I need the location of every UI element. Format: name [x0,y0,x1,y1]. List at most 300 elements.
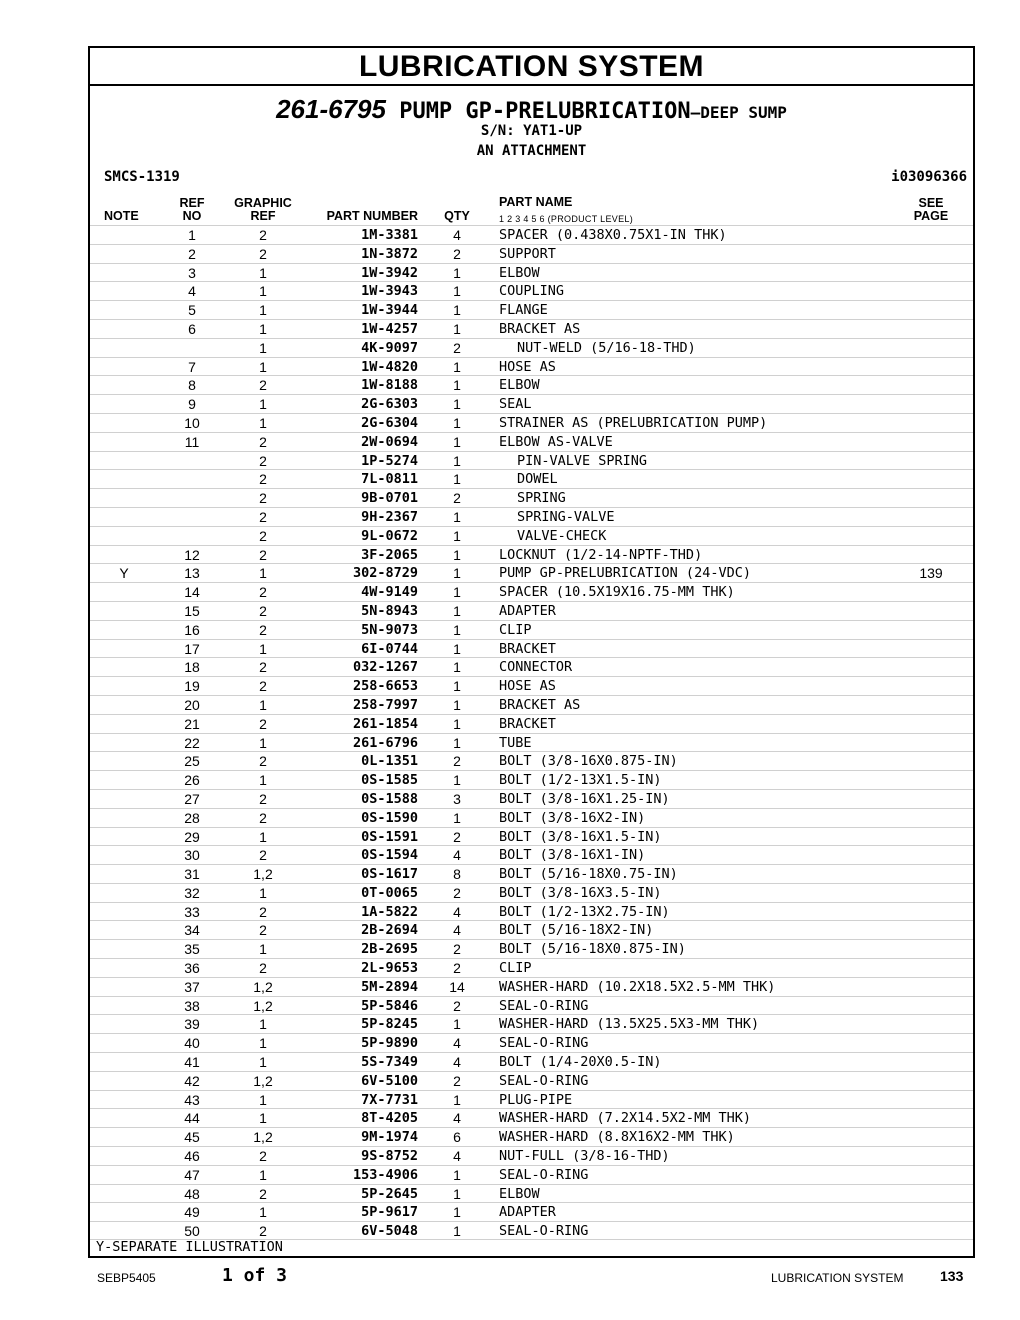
graphic-ref-cell: 2 [259,433,267,450]
part-name-cell: BOLT (5/16-18X0.875-IN) [499,941,686,958]
graphic-ref-cell: 1,2 [253,1072,273,1089]
part-name-cell: ELBOW [499,264,540,281]
ref-no-cell: 6 [188,320,196,337]
ref-no-cell: 49 [184,1204,200,1221]
qty-cell: 1 [453,320,461,337]
graphic-ref-cell: 1 [259,565,267,582]
table-row [90,714,973,733]
part-name-cell: HOSE AS [499,358,556,375]
table-row [90,770,973,789]
table-row [90,1165,973,1184]
part-number-cell: 6I-0744 [361,640,418,657]
part-number-cell: 9M-1974 [361,1129,418,1146]
qty-cell: 1 [453,302,461,319]
table-row [90,883,973,902]
ref-no-cell: 47 [184,1166,200,1183]
ref-no-cell: 13 [184,565,200,582]
table-row [90,1033,973,1052]
part-number-cell: 1N-3872 [361,245,418,262]
graphic-ref-cell: 1 [259,414,267,431]
ref-no-cell: 1 [188,227,196,243]
graphic-ref-cell: 1 [259,339,267,356]
ref-no-cell: 38 [184,997,200,1014]
note-cell: Y [119,565,129,582]
qty-cell: 2 [453,997,461,1014]
graphic-ref-cell: 2 [259,471,267,488]
table-row [90,657,973,676]
graphic-ref-cell: 2 [259,1185,267,1202]
column-header-note: NOTE [104,209,139,223]
part-number-cell: 1W-8188 [361,377,418,394]
part-name-cell: BRACKET AS [499,696,581,713]
qty-cell: 1 [453,396,461,413]
table-row [90,357,973,376]
column-header-graphic-ref [230,197,296,223]
ref-no-cell: 8 [188,377,196,394]
part-number-cell: 2W-0694 [361,433,418,450]
table-row [90,338,973,357]
table-row [90,1071,973,1090]
part-name-cell: WASHER-HARD (13.5X25.5X3-MM THK) [499,1016,760,1033]
ref-no-cell: 36 [184,960,200,977]
part-name-cell: SPRING [517,490,566,507]
ref-no-cell: 37 [184,978,200,995]
ref-no-cell: 32 [184,884,200,901]
ref-no-cell: 4 [188,283,196,300]
graphic-ref-cell: 1 [259,264,267,281]
ref-no-cell: 14 [184,584,200,601]
qty-cell: 1 [453,659,461,676]
table-row [90,601,973,620]
qty-cell: 1 [453,471,461,488]
table-row [90,1052,973,1071]
table-row [90,263,973,282]
graphic-ref-cell: 2 [259,1148,267,1165]
part-number-cell: 258-7997 [352,696,418,713]
part-number-cell: 5P-8245 [361,1016,418,1033]
table-row [90,845,973,864]
ref-no-cell: 30 [184,847,200,864]
qty-cell: 1 [453,264,461,281]
ref-no-cell: 45 [184,1129,200,1146]
part-number-cell: 6V-5100 [361,1072,418,1089]
qty-cell: 1 [453,414,461,431]
graphic-ref-cell: 2 [259,227,267,243]
part-name-cell: BOLT (1/4-20X0.5-IN) [499,1054,662,1071]
part-number-cell: 0S-1590 [361,809,418,826]
qty-cell: 1 [453,433,461,450]
graphic-ref-cell: 2 [259,1223,267,1240]
graphic-ref-cell: 2 [259,508,267,525]
graphic-ref-cell: 2 [259,960,267,977]
qty-cell: 4 [453,1035,461,1052]
part-number-cell: 9B-0701 [361,490,418,507]
table-row [90,695,973,714]
part-number-cell: 5S-7349 [361,1054,418,1071]
part-name-cell: SEAL-O-RING [499,1035,589,1052]
table-row [90,432,973,451]
qty-cell: 1 [453,696,461,713]
table-row [90,469,973,488]
group-name: PUMP GP-PRELUBRICATION [385,99,691,124]
part-name-cell: FLANGE [499,302,548,319]
part-name-cell: BOLT (3/8-16X1.5-IN) [499,828,662,845]
parts-list-frame [88,46,975,1258]
table-row [90,413,973,432]
graphic-ref-cell: 1 [259,941,267,958]
column-header-see-top: SEE [918,196,944,210]
qty-cell: 2 [453,828,461,845]
graphic-ref-cell: 2 [259,602,267,619]
graphic-ref-cell: 1 [259,734,267,751]
table-row [90,582,973,601]
part-name-cell: BRACKET [499,715,556,732]
part-name-cell: SPACER (10.5X19X16.75-MM THK) [499,584,735,601]
table-row [90,507,973,526]
graphic-ref-cell: 1,2 [253,997,273,1014]
graphic-ref-cell: 2 [259,527,267,544]
qty-cell: 2 [453,339,461,356]
qty-cell: 1 [453,1185,461,1202]
graphic-ref-cell: 1 [259,1035,267,1052]
qty-cell: 2 [453,884,461,901]
part-name-cell: LOCKNUT (1/2-14-NPTF-THD) [499,546,703,563]
part-name-cell: BOLT (3/8-16X3.5-IN) [499,884,662,901]
ref-no-cell: 48 [184,1185,200,1202]
footer-page-number: 133 [940,1268,964,1284]
qty-cell: 1 [453,565,461,582]
footer-section: LUBRICATION SYSTEM [771,1271,904,1285]
footer-doc-code: SEBP5405 [97,1271,156,1285]
graphic-ref-cell: 2 [259,659,267,676]
part-name-cell: SEAL-O-RING [499,1223,589,1240]
part-number-cell: 0S-1617 [361,866,418,883]
part-number-cell: 1W-3944 [361,302,418,319]
graphic-ref-cell: 1 [259,696,267,713]
ref-no-cell: 26 [184,772,200,789]
graphic-ref-cell: 1 [259,320,267,337]
graphic-ref-cell: 1 [259,884,267,901]
ref-no-cell: 15 [184,602,200,619]
qty-cell: 2 [453,245,461,262]
column-header-graphic-top: GRAPHIC [234,196,292,210]
part-number-cell: 9S-8752 [361,1148,418,1165]
part-name-cell: WASHER-HARD (8.8X16X2-MM THK) [499,1129,735,1146]
part-name-cell: ELBOW [499,377,540,394]
qty-cell: 1 [453,734,461,751]
parts-table [90,225,973,1240]
column-header-see-page [906,197,956,223]
graphic-ref-cell: 1 [259,640,267,657]
table-row [90,281,973,300]
qty-cell: 1 [453,527,461,544]
part-number-cell: 1W-4820 [361,358,418,375]
group-suffix: —DEEP SUMP [690,103,787,122]
table-row [90,939,973,958]
qty-cell: 1 [453,358,461,375]
column-header-qty: QTY [444,209,470,223]
table-row [90,864,973,883]
part-name-cell: BOLT (1/2-13X2.75-IN) [499,903,670,920]
smcs-code: SMCS-1319 [104,169,180,185]
qty-cell: 2 [453,753,461,770]
part-number-cell: 0S-1588 [361,790,418,807]
graphic-ref-cell: 1 [259,283,267,300]
part-name-cell: HOSE AS [499,678,556,695]
table-row [90,751,973,770]
column-header-ref-top: REF [179,196,205,210]
table-row [90,563,973,582]
ref-no-cell: 43 [184,1091,200,1108]
part-name-cell: NUT-FULL (3/8-16-THD) [499,1148,670,1165]
graphic-ref-cell: 2 [259,809,267,826]
table-row [90,488,973,507]
part-number-cell: 0S-1594 [361,847,418,864]
qty-cell: 4 [453,1054,461,1071]
part-number-cell: 5P-9617 [361,1204,418,1221]
ref-no-cell: 17 [184,640,200,657]
part-number-cell: 1W-4257 [361,320,418,337]
qty-cell: 1 [453,1223,461,1240]
part-number-cell: 258-6653 [352,678,418,695]
part-number-cell: 4K-9097 [361,339,418,356]
graphic-ref-cell: 1,2 [253,978,273,995]
document-id: i03096366 [891,169,967,185]
ref-no-cell: 2 [188,245,196,262]
part-number-cell: 2G-6303 [361,396,418,413]
qty-cell: 1 [453,1204,461,1221]
part-name-cell: SEAL-O-RING [499,997,589,1014]
qty-cell: 1 [453,809,461,826]
part-name-cell: BRACKET [499,640,556,657]
qty-cell: 4 [453,1148,461,1165]
part-name-cell: TUBE [499,734,532,751]
part-name-cell: ADAPTER [499,602,556,619]
ref-no-cell: 34 [184,922,200,939]
part-number-cell: 5P-9890 [361,1035,418,1052]
qty-cell: 8 [453,866,461,883]
part-number-cell: 9L-0672 [361,527,418,544]
part-name-cell: SUPPORT [499,245,556,262]
graphic-ref-cell: 1 [259,396,267,413]
part-number-cell: 0L-1351 [361,753,418,770]
graphic-ref-cell: 1 [259,828,267,845]
part-name-cell: BOLT (1/2-13X1.5-IN) [499,772,662,789]
qty-cell: 4 [453,922,461,939]
table-row [90,1146,973,1165]
part-name-cell: NUT-WELD (5/16-18-THD) [517,339,696,356]
part-number-cell: 2G-6304 [361,414,418,431]
qty-cell: 14 [449,978,465,995]
qty-cell: 1 [453,1166,461,1183]
part-number-cell: 2L-9653 [361,960,418,977]
part-number-cell: 6V-5048 [361,1223,418,1240]
graphic-ref-cell: 1 [259,1166,267,1183]
ref-no-cell: 5 [188,302,196,319]
table-row [90,958,973,977]
group-heading [90,94,973,125]
graphic-ref-cell: 2 [259,245,267,262]
table-row [90,545,973,564]
graphic-ref-cell: 1 [259,1091,267,1108]
part-name-cell: SPRING-VALVE [517,508,615,525]
ref-no-cell: 27 [184,790,200,807]
table-row [90,1221,973,1240]
part-number-cell: 153-4906 [352,1166,418,1183]
table-row [90,996,973,1015]
footnote: Y-SEPARATE ILLUSTRATION [96,1239,283,1255]
part-number-cell: 0S-1585 [361,772,418,789]
part-name-cell: STRAINER AS (PRELUBRICATION PUMP) [499,414,768,431]
graphic-ref-cell: 2 [259,753,267,770]
qty-cell: 1 [453,678,461,695]
ref-no-cell: 7 [188,358,196,375]
part-name-cell: SEAL [499,396,532,413]
graphic-ref-cell: 1 [259,302,267,319]
table-row [90,526,973,545]
ref-no-cell: 41 [184,1054,200,1071]
qty-cell: 1 [453,546,461,563]
ref-no-cell: 11 [184,433,200,450]
part-number-cell: 302-8729 [352,565,418,582]
part-name-cell: WASHER-HARD (7.2X14.5X2-MM THK) [499,1110,751,1127]
serial-number-range: S/N: YAT1-UP [480,123,583,139]
part-number-cell: 0T-0065 [361,884,418,901]
ref-no-cell: 16 [184,621,200,638]
graphic-ref-cell: 1 [259,1110,267,1127]
qty-cell: 4 [453,1110,461,1127]
ref-no-cell: 44 [184,1110,200,1127]
part-number-cell: 1A-5822 [361,903,418,920]
column-header-graphic-bottom: REF [250,209,276,223]
ref-no-cell: 3 [188,264,196,281]
ref-no-cell: 21 [184,715,200,732]
graphic-ref-cell: 1 [259,1204,267,1221]
graphic-ref-cell: 2 [259,452,267,469]
part-name-cell: BRACKET AS [499,320,581,337]
ref-no-cell: 42 [184,1072,200,1089]
graphic-ref-cell: 2 [259,377,267,394]
qty-cell: 3 [453,790,461,807]
table-row [90,300,973,319]
table-row [90,1184,973,1203]
part-name-cell: CLIP [499,960,532,977]
part-name-cell: SEAL-O-RING [499,1072,589,1089]
part-name-cell: WASHER-HARD (10.2X18.5X2.5-MM THK) [499,978,776,995]
table-row [90,375,973,394]
group-type: AN ATTACHMENT [476,143,587,159]
ref-no-cell: 33 [184,903,200,920]
ref-no-cell: 40 [184,1035,200,1052]
part-number-cell: 8T-4205 [361,1110,418,1127]
table-row [90,827,973,846]
graphic-ref-cell: 2 [259,715,267,732]
part-name-cell: ELBOW AS-VALVE [499,433,613,450]
part-number-cell: 2B-2694 [361,922,418,939]
part-number-cell: 1W-3943 [361,283,418,300]
qty-cell: 1 [453,283,461,300]
ref-no-cell: 10 [184,414,200,431]
table-row [90,676,973,695]
table-row [90,977,973,996]
qty-cell: 1 [453,602,461,619]
table-row [90,225,973,244]
part-number-cell: 5N-8943 [361,602,418,619]
qty-cell: 1 [453,377,461,394]
part-name-cell: BOLT (3/8-16X2-IN) [499,809,646,826]
column-header-ref-no [170,197,214,223]
qty-cell: 2 [453,1072,461,1089]
graphic-ref-cell: 2 [259,903,267,920]
part-name-cell: BOLT (3/8-16X0.875-IN) [499,753,678,770]
qty-cell: 1 [453,640,461,657]
section-title: LUBRICATION SYSTEM [90,48,973,86]
graphic-ref-cell: 1 [259,358,267,375]
ref-no-cell: 31 [184,866,200,883]
qty-cell: 1 [453,1016,461,1033]
part-number-cell: 1M-3381 [361,227,418,243]
part-number-cell: 2B-2695 [361,941,418,958]
graphic-ref-cell: 1 [259,772,267,789]
ref-no-cell: 9 [188,396,196,413]
graphic-ref-cell: 1,2 [253,866,273,883]
part-name-cell: PIN-VALVE SPRING [517,452,648,469]
qty-cell: 2 [453,490,461,507]
part-number-cell: 0S-1591 [361,828,418,845]
table-row [90,620,973,639]
qty-cell: 1 [453,508,461,525]
table-row [90,733,973,752]
table-row [90,319,973,338]
table-row [90,639,973,658]
part-number-cell: 032-1267 [352,659,418,676]
graphic-ref-cell: 2 [259,847,267,864]
table-row [90,789,973,808]
table-row [90,1014,973,1033]
column-header-part-number: PART NUMBER [326,209,418,223]
graphic-ref-cell: 2 [259,621,267,638]
qty-cell: 4 [453,847,461,864]
graphic-ref-cell: 2 [259,922,267,939]
graphic-ref-cell: 2 [259,546,267,563]
table-row [90,1127,973,1146]
part-name-cell: BOLT (5/16-18X0.75-IN) [499,866,678,883]
part-number-cell: 4W-9149 [361,584,418,601]
ref-no-cell: 39 [184,1016,200,1033]
qty-cell: 1 [453,621,461,638]
column-header-part-name: PART NAME [499,195,573,209]
part-name-cell: BOLT (3/8-16X1.25-IN) [499,790,670,807]
part-number-cell: 5P-2645 [361,1185,418,1202]
qty-cell: 2 [453,941,461,958]
part-name-cell: VALVE-CHECK [517,527,607,544]
qty-cell: 6 [453,1129,461,1146]
table-row [90,920,973,939]
ref-no-cell: 20 [184,696,200,713]
part-number-cell: 1W-3942 [361,264,418,281]
ref-no-cell: 29 [184,828,200,845]
column-header-see-bottom: PAGE [913,209,949,223]
part-name-cell: DOWEL [517,471,558,488]
part-name-cell: CLIP [499,621,532,638]
part-name-cell: ELBOW [499,1185,540,1202]
graphic-ref-cell: 2 [259,678,267,695]
part-number-cell: 5P-5846 [361,997,418,1014]
qty-cell: 1 [453,715,461,732]
part-number-cell: 1P-5274 [361,452,418,469]
ref-no-cell: 46 [184,1148,200,1165]
ref-no-cell: 19 [184,678,200,695]
